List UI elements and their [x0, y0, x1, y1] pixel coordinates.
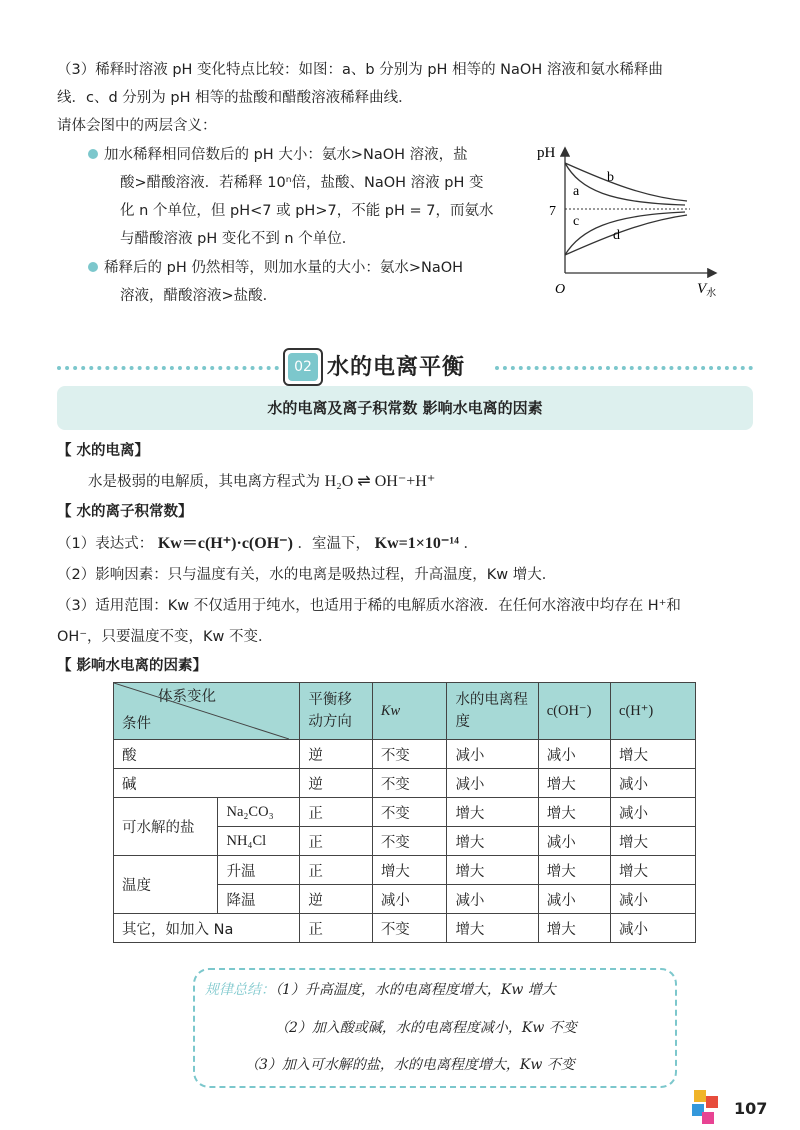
header-c-oh: c(OH⁻)	[538, 683, 610, 740]
factors-table	[113, 682, 696, 943]
paragraph-3-line2: 线．c、d 分别为 pH 相等的盐酸和醋酸溶液稀释曲线．	[57, 90, 413, 106]
bullet-dot-icon	[88, 262, 98, 272]
cell: 增大	[538, 798, 610, 827]
ref-label-7: 7	[549, 204, 556, 219]
kw-scope-line2: OH⁻，只要温度不变，Kw 不变．	[57, 629, 273, 645]
bullet-2: 稀释后的 pH 仍然相等，则加水量的大小：氨水>NaOH	[88, 258, 463, 278]
kw-value: Kw=1×10⁻¹⁴	[374, 535, 459, 552]
ionization-text: 水是极弱的电解质，其电离方程式为 H₂O ⇌ OH⁻+H⁺	[88, 473, 436, 490]
kw-expression-line: （1）表达式： Kw＝c(H⁺)·c(OH⁻) ．室温下， Kw=1×10⁻¹⁴ ．	[57, 535, 479, 552]
table-header-row	[114, 683, 696, 740]
cell: 正	[300, 827, 372, 856]
bullet-1-line3: 化 n 个单位，但 pH<7 或 pH>7，不能 pH = 7，而氨水	[120, 203, 494, 219]
cell: 逆	[300, 740, 372, 769]
cell: 减小	[538, 885, 610, 914]
cell: 增大	[538, 769, 610, 798]
cell: 增大	[447, 914, 538, 943]
cell: 增大	[447, 827, 538, 856]
puzzle-logo-icon	[688, 1088, 728, 1128]
curve-a-label: a	[573, 184, 580, 199]
paragraph-3-line1: （3）稀释时溶液 pH 变化特点比较：如图：a、b 分别为 pH 相等的 NaOH 溶液和氨水稀释曲	[57, 62, 663, 78]
cell: 增大	[538, 856, 610, 885]
bullet-1-line2: 酸>醋酸溶液．若稀释 10ⁿ倍，盐酸、NaOH 溶液 pH 变	[120, 175, 484, 191]
cell: 增大	[447, 798, 538, 827]
row-subcondition: NH₄Cl	[218, 827, 300, 856]
kw-scope-line1: （3）适用范围：Kw 不仅适用于纯水，也适用于稀的电解质水溶液．在任何水溶液中均存在 H⁺和	[57, 598, 681, 614]
bullet-2-line2: 溶液，醋酸溶液>盐酸．	[120, 288, 278, 304]
cell: 不变	[372, 798, 447, 827]
table-row	[114, 769, 696, 798]
summary-line-1: 规律总结：（1）升高温度，水的电离程度增大，Kw 增大	[205, 982, 556, 998]
cell: 增大	[611, 827, 696, 856]
hint-text: 请体会图中的两层含义：	[57, 118, 217, 134]
ionization-equation: H₂O ⇌ OH⁻+H⁺	[324, 473, 436, 490]
cell: 不变	[372, 914, 447, 943]
cell: 逆	[300, 885, 372, 914]
origin-label: O	[555, 282, 566, 297]
heading-factors: 【 影响水电离的因素】	[57, 658, 208, 674]
page-number: 107	[734, 1099, 768, 1118]
heading-ionization: 【 水的电离】	[57, 443, 150, 459]
cell: 减小	[447, 740, 538, 769]
cell: 不变	[372, 769, 447, 798]
heading-kw: 【 水的离子积常数】	[57, 504, 193, 520]
diagonal-header-cell	[114, 683, 300, 740]
kw-factors: （2）影响因素：只与温度有关，水的电离是吸热过程，升高温度，Kw 增大．	[57, 567, 557, 583]
section-title: 水的电离平衡	[327, 354, 466, 380]
topic-banner: 水的电离及离子积常数 影响水电离的因素	[57, 386, 753, 430]
section-divider-left	[57, 366, 279, 370]
row-condition: 碱	[114, 769, 300, 798]
cell: 增大	[611, 856, 696, 885]
cell: 减小	[611, 885, 696, 914]
row-condition: 可水解的盐	[114, 798, 218, 856]
table-row	[114, 798, 696, 827]
dilution-graph	[525, 135, 725, 305]
header-shift: 平衡移动方向	[300, 683, 372, 740]
curve-d-label: d	[613, 228, 620, 243]
cell: 减小	[538, 740, 610, 769]
row-condition: 其它，如加入 Na	[114, 914, 300, 943]
row-subcondition: Na₂CO₃	[218, 798, 300, 827]
cell: 增大	[611, 740, 696, 769]
cell: 不变	[372, 827, 447, 856]
cell: 不变	[372, 740, 447, 769]
cell: 减小	[611, 798, 696, 827]
header-degree: 水的电离程度	[447, 683, 538, 740]
table-row	[114, 740, 696, 769]
cell: 减小	[447, 769, 538, 798]
summary-label: 规律总结：	[205, 982, 275, 998]
cell: 增大	[447, 856, 538, 885]
curve-b	[565, 163, 687, 201]
row-subcondition: 升温	[218, 856, 300, 885]
row-condition: 温度	[114, 856, 218, 914]
summary-line-3: （3）加入可水解的盐，水的电离程度增大，Kw 不变	[245, 1057, 575, 1073]
x-axis-label: $V_水$	[697, 281, 717, 299]
diag-bottom-label: 条件	[122, 716, 151, 732]
cell: 减小	[611, 769, 696, 798]
diag-top-label: 体系变化	[158, 689, 216, 705]
cell: 正	[300, 798, 372, 827]
cell: 减小	[538, 827, 610, 856]
section-number: 02	[288, 353, 318, 381]
bullet-dot-icon	[88, 149, 98, 159]
bullet-1-line4: 与醋酸溶液 pH 变化不到 n 个单位．	[120, 231, 357, 247]
row-subcondition: 降温	[218, 885, 300, 914]
table-row	[114, 856, 696, 885]
y-axis-label: pH	[537, 145, 556, 161]
bullet-1: 加水稀释相同倍数后的 pH 大小：氨水>NaOH 溶液，盐	[88, 145, 468, 165]
cell: 正	[300, 914, 372, 943]
cell: 正	[300, 856, 372, 885]
cell: 增大	[538, 914, 610, 943]
summary-line-2: （2）加入酸或碱，水的电离程度减小，Kw 不变	[275, 1020, 577, 1036]
row-condition: 酸	[114, 740, 300, 769]
curve-c-label: c	[573, 214, 580, 229]
cell: 逆	[300, 769, 372, 798]
section-badge	[283, 348, 323, 386]
cell: 增大	[372, 856, 447, 885]
curve-b-label: b	[607, 170, 614, 185]
kw-expression: Kw＝c(H⁺)·c(OH⁻)	[157, 535, 293, 552]
header-c-h: c(H⁺)	[611, 683, 696, 740]
table-row	[114, 914, 696, 943]
header-kw: Kw	[372, 683, 447, 740]
section-divider-right	[495, 366, 753, 370]
cell: 减小	[611, 914, 696, 943]
cell: 减小	[372, 885, 447, 914]
cell: 减小	[447, 885, 538, 914]
